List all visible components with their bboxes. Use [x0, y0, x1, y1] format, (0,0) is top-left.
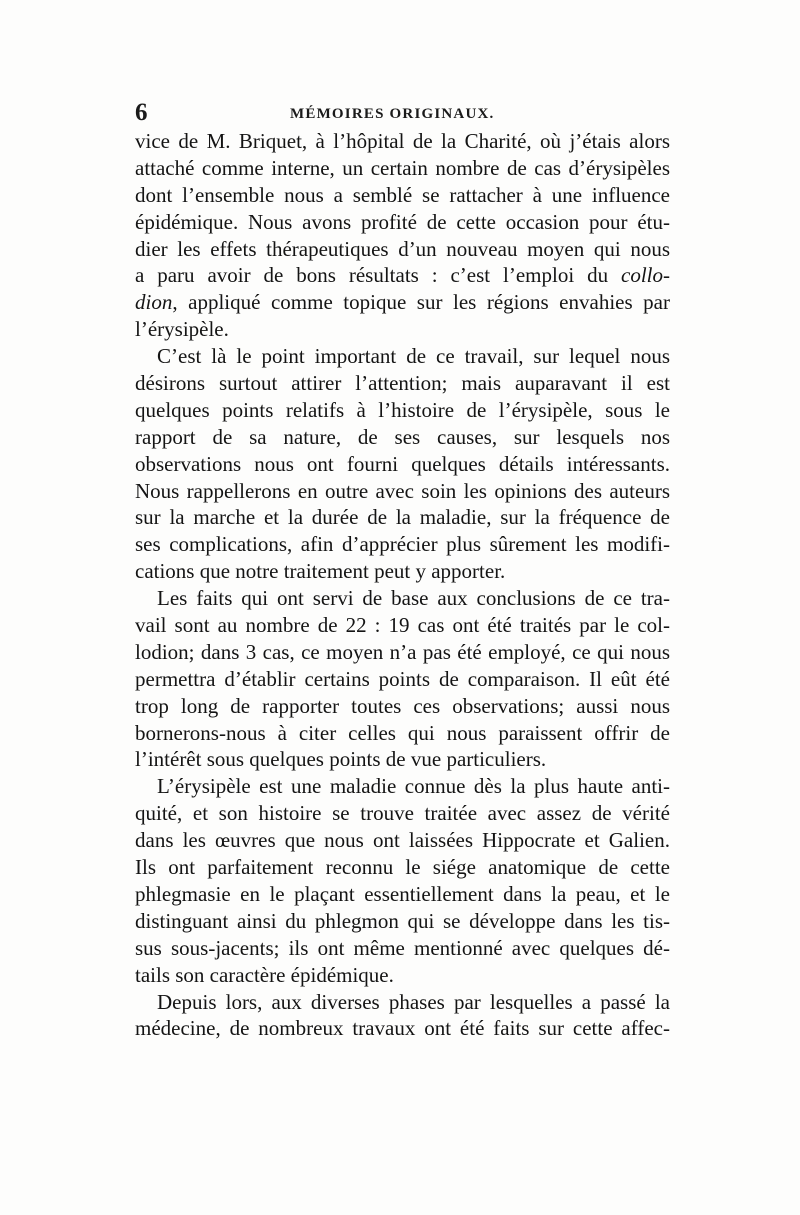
text-line: phlegmasie en le plaçant essentiellement dans la peau, et le — [135, 881, 670, 906]
text-line: rapport de sa nature, de ses causes, sur lesquels nos — [135, 424, 670, 449]
paragraph-first-line: C’est là le point important de ce travail, sur lequel nous — [157, 344, 670, 369]
text-line: distinguant ainsi du phlegmon qui se développe dans les tis- — [135, 908, 670, 933]
text-line: bornerons-nous à citer celles qui nous paraissent offrir de — [135, 720, 670, 745]
text-line: médecine, de nombreux travaux ont été faits sur cette affec- — [135, 1016, 670, 1041]
body-text — [135, 128, 670, 1042]
text-line: quité, et son histoire se trouve traitée avec assez de vérité — [135, 801, 670, 826]
text-line: l’érysipèle. — [135, 317, 229, 342]
text-line: sus sous-jacents; ils ont même mentionné avec quelques dé- — [135, 935, 670, 960]
text-line: épidémique. Nous avons profité de cette occasion pour étu- — [135, 209, 670, 234]
text-line: cations que notre traitement peut y apporter. — [135, 559, 506, 584]
text-line: sur la marche et la durée de la maladie, sur la fréquence de — [135, 505, 670, 530]
text-line: attaché comme interne, un certain nombre de cas d’érysipèles — [135, 155, 670, 180]
paragraph-first-line: L’érysipèle est une maladie connue dès la plus haute anti- — [157, 774, 670, 799]
text-line: lodion; dans 3 cas, ce moyen n’a pas été employé, ce qui nous — [135, 639, 670, 664]
text-line: l’intérêt sous quelques points de vue particuliers. — [135, 747, 547, 772]
text-line: dont l’ensemble nous a semblé se rattacher à une influence — [135, 182, 670, 207]
italic-term: dion — [135, 290, 173, 315]
text-line: Ils ont parfaitement reconnu le siége anatomique de cette — [135, 855, 670, 880]
text-line: vice de M. Briquet, à l’hôpital de la Charité, où j’étais alors — [135, 129, 670, 153]
text-line: quelques points relatifs à l’histoire de l’érysipèle, sous le — [135, 397, 670, 422]
text-line: dans les œuvres que nous ont laissées Hippocrate et Galien. — [135, 828, 670, 853]
running-title: MÉMOIRES ORIGINAUX. — [290, 106, 495, 122]
text-line: dion, appliqué comme topique sur les régions envahies par — [135, 290, 670, 315]
text-line: dier les effets thérapeutiques d’un nouveau moyen qui nous — [135, 236, 670, 261]
text-line: observations nous ont fourni quelques détails intéressants. — [135, 451, 670, 476]
text-line: ses complications, afin d’apprécier plus sûrement les modifi- — [135, 532, 670, 557]
text-line: Nous rappellerons en outre avec soin les opinions des auteurs — [135, 478, 670, 503]
text-line: tails son caractère épidémique. — [135, 962, 394, 987]
text-line: trop long de rapporter toutes ces observations; aussi nous — [135, 693, 670, 718]
page-number: 6 — [135, 99, 148, 126]
text-line: désirons surtout attirer l’attention; mais auparavant il est — [135, 371, 670, 396]
italic-term: collo- — [621, 263, 670, 288]
text-line: permettra d’établir certains points de comparaison. Il eût été — [135, 666, 670, 691]
running-head — [135, 98, 665, 128]
paragraph-first-line: Les faits qui ont servi de base aux conclusions de ce tra- — [157, 586, 670, 611]
text-line: vail sont au nombre de 22 : 19 cas ont été traités par le col- — [135, 613, 670, 638]
paragraph-first-line: Depuis lors, aux diverses phases par lesquelles a passé la — [157, 989, 670, 1014]
text-line: a paru avoir de bons résultats : c’est l’emploi du collo- — [135, 263, 670, 288]
